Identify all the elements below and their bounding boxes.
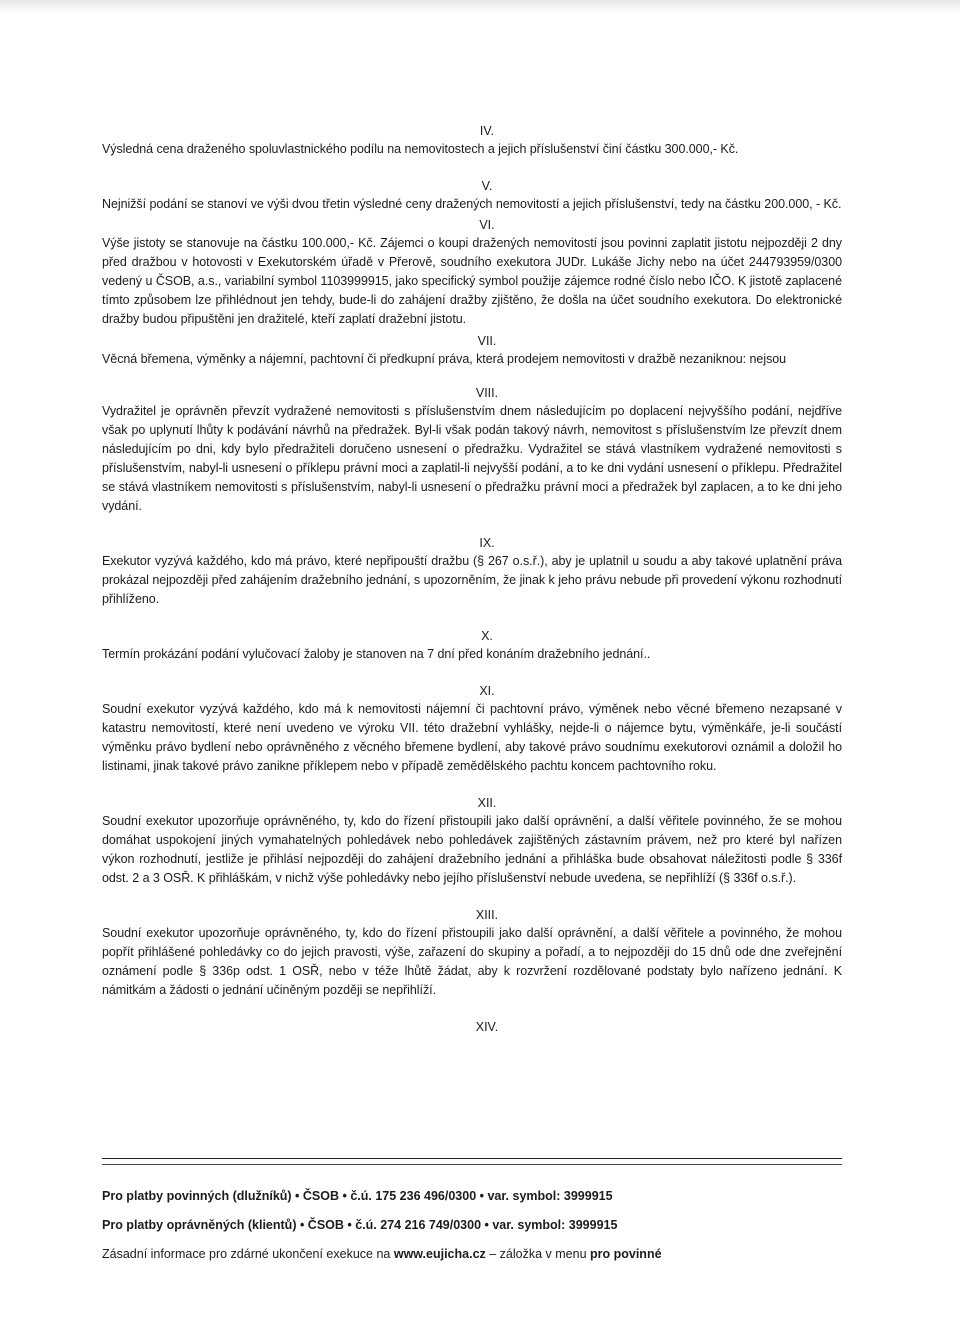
section-x (102, 627, 842, 664)
section-xi (102, 682, 842, 776)
section-number: XI. (479, 684, 495, 698)
section-number: XIV. (475, 1020, 499, 1034)
section-text: Výše jistoty se stanovuje na částku 100.000,- Kč. Zájemci o koupi dražených nemovitostí jsou povinni zaplatit jistotu nejpozději 2 dny před dražbou v hotovosti v Exekutorském úřadě v Přerově, soudního exekutora JUDr. Lukáše Jichy nebo na účet 244793959/0300 vedený u ČSOB, a.s., variabilní symbol 1103999915, jako specifický symbol použije zájemce rodné číslo nebo IČO. K jistotě zaplacené tímto způsobem lze přihlédnout jen tehdy, bude-li do zahájení dražby zjištěno, že došla na účet soudního exekutora. Do elektronické dražby budou připuštěni jen dražitelé, kteří zaplatí dražební jistotu. (102, 236, 842, 326)
section-vii (102, 332, 842, 369)
section-number: IV. (479, 124, 495, 138)
section-number: VIII. (475, 386, 499, 400)
website-link[interactable]: www.eujicha.cz (393, 1247, 486, 1261)
footer-divider (102, 1158, 842, 1159)
section-number: V. (481, 179, 493, 193)
section-iv (102, 122, 842, 159)
section-xiv (102, 1018, 842, 1036)
section-number: XIII. (475, 908, 499, 922)
info-middle: – záložka v menu (485, 1247, 590, 1261)
section-viii (102, 384, 842, 516)
section-text: Nejnižší podání se stanoví ve výši dvou třetin výsledné ceny dražených nemovitostí a jejich příslušenství, tedy na částku 200.000, - Kč. (102, 197, 842, 211)
section-text: Věcná břemena, výměnky a nájemní, pachtovní či předkupní práva, která prodejem nemovitosti v dražbě nezaniknou: nejsou (102, 352, 787, 366)
info-line (102, 1245, 842, 1263)
section-text: Soudní exekutor upozorňuje oprávněného, ty, kdo do řízení přistoupili jako další oprávnění, a další věřitele a povinného, že mohou popřít přihlášené pohledávky co do jejich pravosti, výše, zařazení do skupiny a pořadí, a to nejpozději do 15 dnů ode dne zveřejnění oznámení podle § 336p odst. 1 OSŘ, nebo v téže lhůtě žádat, aby k rozvržení rozdělované podstaty bylo nařízeno jednání. K námitkám a žádosti o jednání učiněným později se nepřihlíží. (102, 926, 842, 997)
section-text: Soudní exekutor vyzývá každého, kdo má k nemovitosti nájemní či pachtovní právo, výměnek nebo věcné břemeno nezapsané v katastru nemovitostí, které není uvedeno ve výroku VII. této dražební vyhlášky, nejde-li o nájemce bytu, výměnkáře, je-li součástí výměnku právo bydlení nebo oprávněného z věcného břemene bydlení, aby takové právo soudnímu exekutorovi oznámil a doložil ho listinami, jinak takové právo zanikne příklepem nebo v případě zemědělského pachtu koncem pachtovního roku. (102, 702, 842, 773)
section-text: Soudní exekutor upozorňuje oprávněného, ty, kdo do řízení přistoupili jako další oprávnění, a další věřitele povinného, že se mohou domáhat uspokojení jiných vymahatelných pohledávek nebo pohledávek zajištěných zástavním právem, než pro které byl nařízen výkon rozhodnutí, jestliže je přihlásí nejpozději do zahájení dražebního jednání a přihláška bude obsahovat náležitosti podle § 336f odst. 2 a 3 OSŘ. K přihláškám, v nichž výše pohledávky nebo jejího příslušenství nebude uvedena, se nepřihlíží (§ 336f o.s.ř.). (102, 814, 842, 885)
document-body (102, 122, 842, 1036)
payment-line-debtors: Pro platby povinných (dlužníků) • ČSOB • č.ú. 175 236 496/0300 • var. symbol: 3999915 (102, 1189, 613, 1203)
section-xii (102, 794, 842, 888)
section-text: Výsledná cena draženého spoluvlastnického podílu na nemovitostech a jejich příslušenství činí částku 300.000,- Kč. (102, 142, 739, 156)
section-number: VI. (479, 218, 495, 232)
footer-divider-thin (102, 1164, 842, 1165)
section-number: IX. (479, 536, 495, 550)
section-text: Termín prokázání podání vylučovací žaloby je stanoven na 7 dní před konáním dražebního jednání.. (102, 647, 651, 661)
section-number: X. (481, 629, 493, 643)
section-number: XII. (477, 796, 497, 810)
info-prefix: Zásadní informace pro zdárné ukončení exekuce na (102, 1247, 394, 1261)
menu-tab-name: pro povinné (590, 1247, 662, 1261)
section-number: VII. (477, 334, 497, 348)
section-ix (102, 534, 842, 609)
payment-footer (102, 1158, 842, 1263)
section-text: Vydražitel je oprávněn převzít vydražené nemovitosti s příslušenstvím dnem následujícím po doplacení nejvyššího podání, nejdříve však po uplynutí lhůty k podávání návrhů na předražek. Byl-li však podán takový návrh, nemovitost s příslušenstvím lze převzít dnem následujícím po dni, kdy bylo předražiteli doručeno usnesení o předražku. Vydražitel se stává vlastníkem vydražené nemovitosti s příslušenstvím, nabyl-li usnesení o příklepu právní moci a zaplatil-li nejvyšší podání, a to ke dni vydání usnesení o příklepu. Předražitel se stává vlastníkem nemovitosti s příslušenstvím, nabyl-li usnesení o předražku právní moci a předražek byl zaplacen, a to ke dni jeho vydání. (102, 404, 842, 513)
payment-line-creditors: Pro platby oprávněných (klientů) • ČSOB • č.ú. 274 216 749/0300 • var. symbol: 3999915 (102, 1218, 618, 1232)
section-text: Exekutor vyzývá každého, kdo má právo, které nepřipouští dražbu (§ 267 o.s.ř.), aby je uplatnil u soudu a aby takové uplatnění práva prokázal nejpozději před zahájením dražebního jednání, s upozorněním, že jinak k jeho právu nebude při provedení výkonu rozhodnutí přihlíženo. (102, 554, 842, 606)
section-v (102, 177, 842, 214)
section-vi (102, 216, 842, 329)
scan-edge (0, 0, 960, 14)
section-xiii (102, 906, 842, 1000)
